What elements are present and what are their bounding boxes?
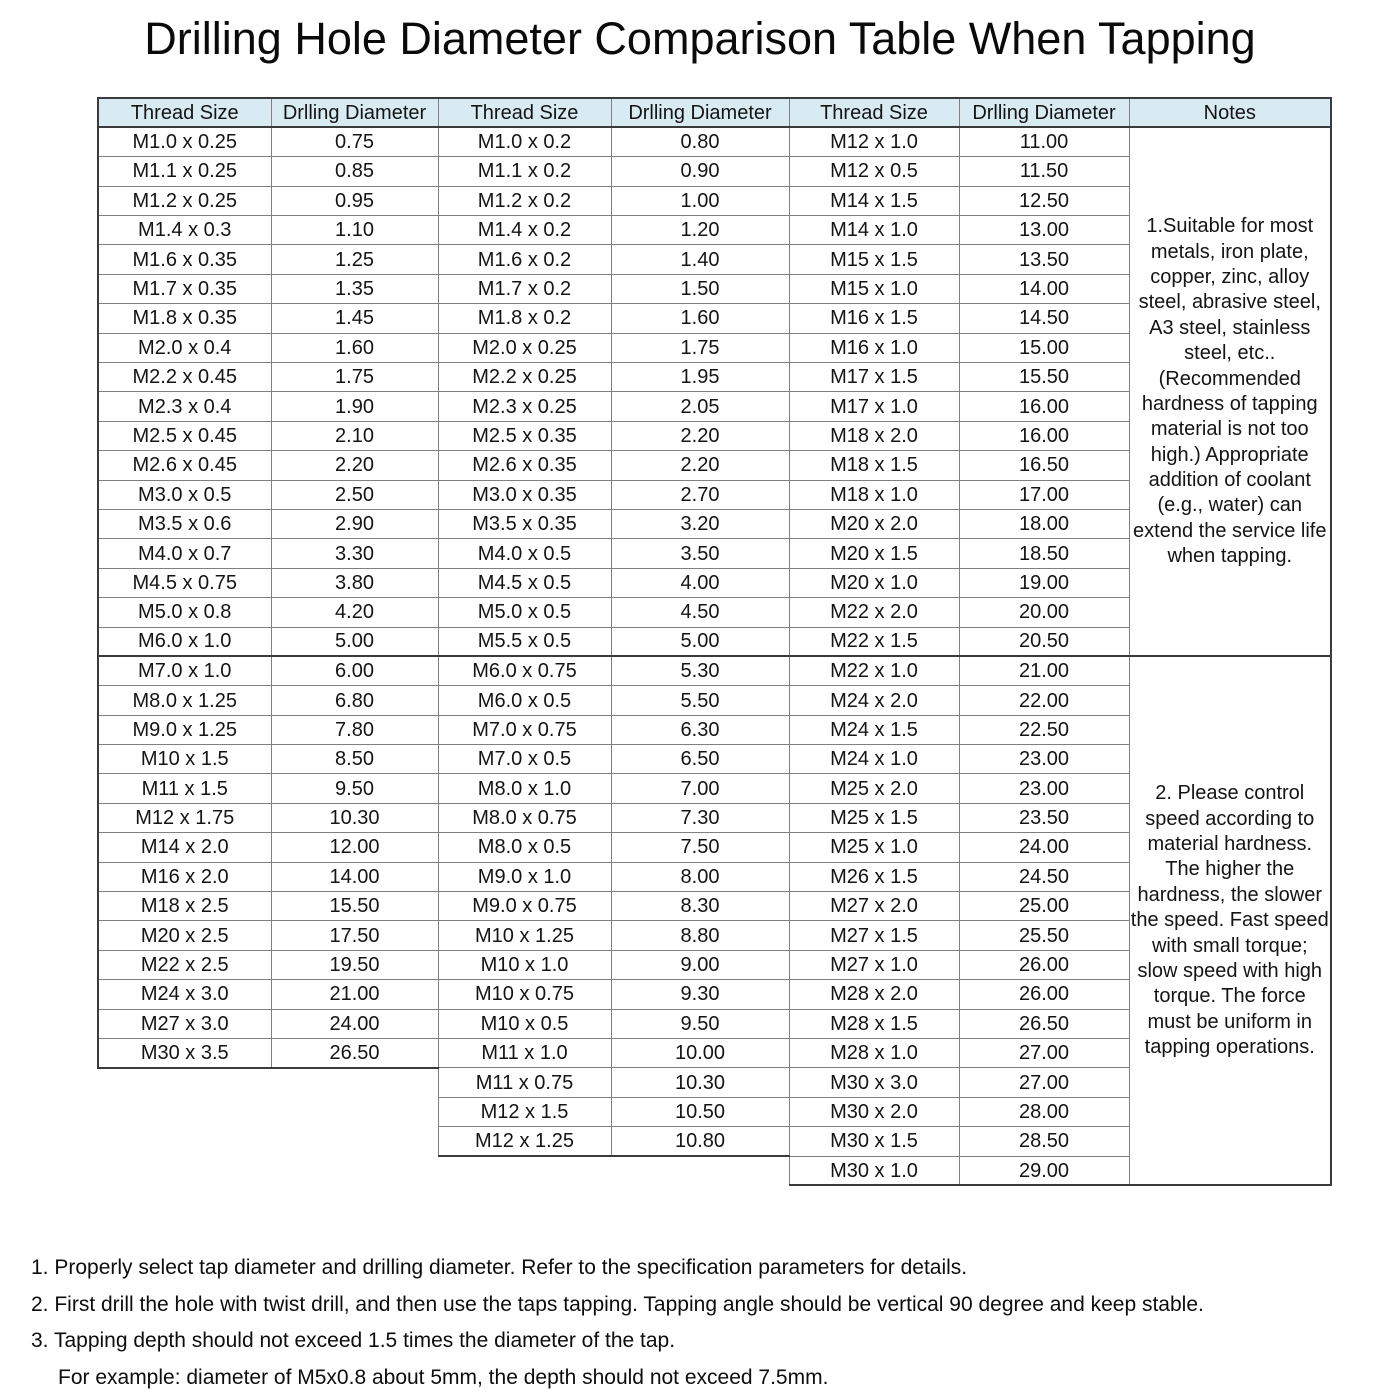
- table-row: [98, 127, 1331, 156]
- thread-size-cell: M1.0 x 0.2: [438, 127, 611, 156]
- drilling-diameter-cell: 1.60: [271, 333, 438, 362]
- drilling-diameter-cell: 1.40: [611, 245, 789, 274]
- drilling-diameter-cell: 6.00: [271, 656, 438, 685]
- thread-size-cell: M3.0 x 0.35: [438, 480, 611, 509]
- drilling-diameter-cell: 6.80: [271, 686, 438, 715]
- thread-size-cell: M8.0 x 1.25: [98, 686, 271, 715]
- column-header-notes: Notes: [1129, 98, 1331, 127]
- thread-size-cell: M17 x 1.5: [789, 363, 959, 392]
- empty-cell: [98, 1156, 438, 1185]
- thread-size-cell: M12 x 1.75: [98, 803, 271, 832]
- thread-size-cell: M8.0 x 1.0: [438, 774, 611, 803]
- drilling-diameter-cell: 24.00: [271, 1009, 438, 1038]
- thread-size-cell: M17 x 1.0: [789, 392, 959, 421]
- column-header-thread-size-1: Thread Size: [98, 98, 271, 127]
- thread-size-cell: M1.4 x 0.2: [438, 216, 611, 245]
- drilling-diameter-cell: 28.50: [959, 1127, 1129, 1156]
- drilling-diameter-cell: 8.00: [611, 862, 789, 891]
- thread-size-cell: M2.2 x 0.25: [438, 363, 611, 392]
- drilling-diameter-cell: 2.10: [271, 421, 438, 450]
- thread-size-cell: M10 x 1.5: [98, 745, 271, 774]
- drilling-diameter-cell: 5.00: [611, 627, 789, 656]
- drilling-diameter-cell: 6.30: [611, 715, 789, 744]
- notes-cell: 2. Please control speed according to material hardness. The higher the hardness, the slower the speed. Fast speed with small torque; slow speed with high torque. The force must be uniform in tapping operations.: [1129, 656, 1331, 1185]
- drilling-diameter-cell: 1.75: [611, 333, 789, 362]
- drilling-diameter-cell: 4.50: [611, 598, 789, 627]
- thread-size-cell: M1.7 x 0.2: [438, 274, 611, 303]
- thread-size-cell: M8.0 x 0.5: [438, 833, 611, 862]
- empty-cell: [98, 1127, 438, 1156]
- drilling-diameter-cell: 7.80: [271, 715, 438, 744]
- thread-size-cell: M20 x 2.5: [98, 921, 271, 950]
- drilling-diameter-cell: 3.50: [611, 539, 789, 568]
- drilling-diameter-cell: 27.00: [959, 1039, 1129, 1068]
- drilling-diameter-cell: 26.00: [959, 950, 1129, 979]
- thread-size-cell: M4.0 x 0.7: [98, 539, 271, 568]
- notes-cell: 1.Suitable for most metals, iron plate, copper, zinc, alloy steel, abrasive steel, A3 steel, stainless steel, etc..(Recommended hardness of tapping material is not too high.) Appropriate addition of coolant (e.g., water) can extend the service life when tapping.: [1129, 127, 1331, 656]
- page-title: Drilling Hole Diameter Comparison Table When Tapping: [144, 13, 1256, 64]
- empty-cell: [438, 1156, 789, 1185]
- drilling-diameter-cell: 4.00: [611, 568, 789, 597]
- thread-size-cell: M1.6 x 0.35: [98, 245, 271, 274]
- drilling-diameter-cell: 1.75: [271, 363, 438, 392]
- thread-size-cell: M4.0 x 0.5: [438, 539, 611, 568]
- footnotes: [31, 1250, 1371, 1396]
- drilling-diameter-cell: 7.30: [611, 803, 789, 832]
- drilling-diameter-cell: 8.80: [611, 921, 789, 950]
- drilling-diameter-cell: 2.70: [611, 480, 789, 509]
- drilling-diameter-cell: 1.90: [271, 392, 438, 421]
- thread-size-cell: M9.0 x 1.0: [438, 862, 611, 891]
- drilling-diameter-cell: 5.00: [271, 627, 438, 656]
- drilling-diameter-cell: 10.00: [611, 1039, 789, 1068]
- footnote-3-example: For example: diameter of M5x0.8 about 5mm, the depth should not exceed 7.5mm.: [58, 1365, 829, 1389]
- table-body: [98, 127, 1331, 1185]
- thread-size-cell: M7.0 x 0.5: [438, 745, 611, 774]
- thread-size-cell: M1.2 x 0.25: [98, 186, 271, 215]
- drilling-diameter-cell: 3.80: [271, 568, 438, 597]
- thread-size-cell: M11 x 0.75: [438, 1068, 611, 1097]
- thread-size-cell: M1.4 x 0.3: [98, 216, 271, 245]
- thread-size-cell: M1.6 x 0.2: [438, 245, 611, 274]
- drilling-diameter-cell: 2.20: [611, 421, 789, 450]
- drilling-diameter-cell: 18.50: [959, 539, 1129, 568]
- thread-size-cell: M30 x 3.5: [98, 1039, 271, 1068]
- thread-size-cell: M26 x 1.5: [789, 862, 959, 891]
- thread-size-cell: M28 x 1.5: [789, 1009, 959, 1038]
- drilling-diameter-cell: 20.50: [959, 627, 1129, 656]
- thread-size-cell: M1.8 x 0.2: [438, 304, 611, 333]
- drilling-diameter-cell: 17.50: [271, 921, 438, 950]
- drilling-diameter-cell: 14.00: [271, 862, 438, 891]
- thread-size-cell: M27 x 2.0: [789, 892, 959, 921]
- drilling-diameter-cell: 16.00: [959, 421, 1129, 450]
- drilling-diameter-cell: 9.00: [611, 950, 789, 979]
- thread-size-cell: M2.5 x 0.35: [438, 421, 611, 450]
- thread-size-cell: M22 x 1.5: [789, 627, 959, 656]
- thread-size-cell: M2.5 x 0.45: [98, 421, 271, 450]
- thread-size-cell: M25 x 1.5: [789, 803, 959, 832]
- footnote-2: 2. First drill the hole with twist drill, and then use the taps tapping. Tapping angle should be vertical 90 degree and keep stable.: [31, 1292, 1204, 1316]
- drilling-diameter-cell: 0.90: [611, 157, 789, 186]
- drilling-diameter-cell: 18.00: [959, 509, 1129, 538]
- thread-size-cell: M10 x 1.25: [438, 921, 611, 950]
- thread-size-cell: M15 x 1.5: [789, 245, 959, 274]
- drilling-diameter-cell: 25.00: [959, 892, 1129, 921]
- thread-size-cell: M12 x 1.0: [789, 127, 959, 156]
- drilling-diameter-cell: 23.50: [959, 803, 1129, 832]
- thread-size-cell: M24 x 3.0: [98, 980, 271, 1009]
- column-header-thread-size-3: Thread Size: [789, 98, 959, 127]
- drilling-diameter-cell: 2.50: [271, 480, 438, 509]
- thread-size-cell: M30 x 1.5: [789, 1127, 959, 1156]
- drilling-diameter-cell: 23.00: [959, 745, 1129, 774]
- drilling-diameter-cell: 2.20: [271, 451, 438, 480]
- drilling-diameter-cell: 5.50: [611, 686, 789, 715]
- drilling-diameter-cell: 11.00: [959, 127, 1129, 156]
- column-header-drilling-diameter-2: Drlling Diameter: [611, 98, 789, 127]
- thread-size-cell: M3.5 x 0.6: [98, 509, 271, 538]
- thread-size-cell: M22 x 1.0: [789, 656, 959, 685]
- thread-size-cell: M10 x 0.75: [438, 980, 611, 1009]
- thread-size-cell: M18 x 1.5: [789, 451, 959, 480]
- drilling-diameter-cell: 21.00: [959, 656, 1129, 685]
- drilling-diameter-cell: 13.50: [959, 245, 1129, 274]
- drilling-diameter-cell: 1.60: [611, 304, 789, 333]
- thread-size-cell: M12 x 0.5: [789, 157, 959, 186]
- drilling-diameter-cell: 12.50: [959, 186, 1129, 215]
- thread-size-cell: M25 x 1.0: [789, 833, 959, 862]
- drilling-diameter-cell: 8.50: [271, 745, 438, 774]
- empty-cell: [98, 1068, 438, 1097]
- drilling-diameter-cell: 24.50: [959, 862, 1129, 891]
- thread-size-cell: M2.6 x 0.35: [438, 451, 611, 480]
- drilling-diameter-cell: 2.05: [611, 392, 789, 421]
- thread-size-cell: M10 x 0.5: [438, 1009, 611, 1038]
- drilling-diameter-cell: 23.00: [959, 774, 1129, 803]
- drilling-diameter-cell: 4.20: [271, 598, 438, 627]
- drilling-diameter-cell: 24.00: [959, 833, 1129, 862]
- table-header: [98, 98, 1331, 127]
- thread-size-cell: M7.0 x 1.0: [98, 656, 271, 685]
- drilling-diameter-cell: 6.50: [611, 745, 789, 774]
- drilling-diameter-cell: 0.75: [271, 127, 438, 156]
- thread-size-cell: M6.0 x 0.5: [438, 686, 611, 715]
- thread-size-cell: M16 x 1.0: [789, 333, 959, 362]
- drilling-diameter-cell: 29.00: [959, 1156, 1129, 1185]
- thread-size-cell: M16 x 2.0: [98, 862, 271, 891]
- drilling-diameter-cell: 1.10: [271, 216, 438, 245]
- header-row: [98, 98, 1331, 127]
- drilling-diameter-cell: 0.95: [271, 186, 438, 215]
- thread-size-cell: M11 x 1.5: [98, 774, 271, 803]
- drilling-diameter-cell: 1.20: [611, 216, 789, 245]
- thread-size-cell: M25 x 2.0: [789, 774, 959, 803]
- thread-size-cell: M3.0 x 0.5: [98, 480, 271, 509]
- thread-size-cell: M3.5 x 0.35: [438, 509, 611, 538]
- thread-size-cell: M18 x 2.5: [98, 892, 271, 921]
- thread-size-cell: M1.1 x 0.2: [438, 157, 611, 186]
- drilling-diameter-cell: 1.35: [271, 274, 438, 303]
- drilling-diameter-cell: 16.00: [959, 392, 1129, 421]
- thread-size-cell: M7.0 x 0.75: [438, 715, 611, 744]
- thread-size-cell: M2.0 x 0.4: [98, 333, 271, 362]
- drilling-diameter-cell: 25.50: [959, 921, 1129, 950]
- drilling-diameter-cell: 3.30: [271, 539, 438, 568]
- drilling-diameter-cell: 22.00: [959, 686, 1129, 715]
- thread-size-cell: M27 x 1.0: [789, 950, 959, 979]
- thread-size-cell: M24 x 1.0: [789, 745, 959, 774]
- column-header-thread-size-2: Thread Size: [438, 98, 611, 127]
- drilling-diameter-cell: 10.50: [611, 1097, 789, 1126]
- thread-size-cell: M27 x 1.5: [789, 921, 959, 950]
- thread-size-cell: M4.5 x 0.75: [98, 568, 271, 597]
- drilling-diameter-cell: 26.00: [959, 980, 1129, 1009]
- drilling-diameter-cell: 2.20: [611, 451, 789, 480]
- thread-size-cell: M2.3 x 0.25: [438, 392, 611, 421]
- drilling-diameter-cell: 9.30: [611, 980, 789, 1009]
- footnote-1: 1. Properly select tap diameter and drilling diameter. Refer to the specification parameters for details.: [31, 1256, 968, 1279]
- footnote-3: 3. Tapping depth should not exceed 1.5 times the diameter of the tap.: [31, 1329, 676, 1352]
- drilling-diameter-cell: 0.85: [271, 157, 438, 186]
- drilling-diameter-cell: 10.80: [611, 1127, 789, 1156]
- drilling-diameter-cell: 26.50: [959, 1009, 1129, 1038]
- thread-size-cell: M18 x 2.0: [789, 421, 959, 450]
- drilling-diameter-cell: 3.20: [611, 509, 789, 538]
- drilling-diameter-cell: 21.00: [271, 980, 438, 1009]
- drilling-diameter-cell: 13.00: [959, 216, 1129, 245]
- drilling-diameter-cell: 15.50: [959, 363, 1129, 392]
- thread-size-cell: M2.6 x 0.45: [98, 451, 271, 480]
- thread-size-cell: M30 x 3.0: [789, 1068, 959, 1097]
- drilling-diameter-cell: 1.95: [611, 363, 789, 392]
- drilling-diameter-cell: 1.50: [611, 274, 789, 303]
- drilling-diameter-cell: 0.80: [611, 127, 789, 156]
- drilling-diameter-cell: 7.00: [611, 774, 789, 803]
- thread-size-cell: M14 x 1.0: [789, 216, 959, 245]
- drilling-diameter-cell: 8.30: [611, 892, 789, 921]
- drilling-diameter-cell: 10.30: [611, 1068, 789, 1097]
- thread-size-cell: M20 x 1.0: [789, 568, 959, 597]
- drilling-diameter-cell: 1.00: [611, 186, 789, 215]
- thread-size-cell: M20 x 1.5: [789, 539, 959, 568]
- thread-size-cell: M22 x 2.5: [98, 950, 271, 979]
- drilling-diameter-cell: 14.00: [959, 274, 1129, 303]
- thread-size-cell: M4.5 x 0.5: [438, 568, 611, 597]
- drilling-diameter-cell: 15.00: [959, 333, 1129, 362]
- thread-size-cell: M1.2 x 0.2: [438, 186, 611, 215]
- drilling-diameter-cell: 11.50: [959, 157, 1129, 186]
- drilling-diameter-cell: 14.50: [959, 304, 1129, 333]
- empty-cell: [98, 1097, 438, 1126]
- thread-size-cell: M10 x 1.0: [438, 950, 611, 979]
- thread-size-cell: M24 x 1.5: [789, 715, 959, 744]
- drilling-diameter-cell: 15.50: [271, 892, 438, 921]
- drilling-diameter-cell: 9.50: [271, 774, 438, 803]
- thread-size-cell: M9.0 x 0.75: [438, 892, 611, 921]
- drilling-diameter-cell: 22.50: [959, 715, 1129, 744]
- thread-size-cell: M24 x 2.0: [789, 686, 959, 715]
- drilling-diameter-cell: 12.00: [271, 833, 438, 862]
- thread-size-cell: M8.0 x 0.75: [438, 803, 611, 832]
- thread-size-cell: M2.3 x 0.4: [98, 392, 271, 421]
- drilling-diameter-cell: 27.00: [959, 1068, 1129, 1097]
- thread-size-cell: M22 x 2.0: [789, 598, 959, 627]
- thread-size-cell: M18 x 1.0: [789, 480, 959, 509]
- thread-size-cell: M2.0 x 0.25: [438, 333, 611, 362]
- thread-size-cell: M28 x 1.0: [789, 1039, 959, 1068]
- thread-size-cell: M5.0 x 0.5: [438, 598, 611, 627]
- thread-size-cell: M12 x 1.5: [438, 1097, 611, 1126]
- thread-size-cell: M14 x 2.0: [98, 833, 271, 862]
- thread-size-cell: M1.1 x 0.25: [98, 157, 271, 186]
- thread-size-cell: M16 x 1.5: [789, 304, 959, 333]
- thread-size-cell: M11 x 1.0: [438, 1039, 611, 1068]
- thread-size-cell: M2.2 x 0.45: [98, 363, 271, 392]
- drilling-diameter-cell: 2.90: [271, 509, 438, 538]
- drilling-diameter-cell: 28.00: [959, 1097, 1129, 1126]
- drilling-diameter-cell: 1.45: [271, 304, 438, 333]
- drilling-diameter-cell: 17.00: [959, 480, 1129, 509]
- thread-size-cell: M6.0 x 1.0: [98, 627, 271, 656]
- drilling-diameter-cell: 1.25: [271, 245, 438, 274]
- thread-size-cell: M6.0 x 0.75: [438, 656, 611, 685]
- drilling-diameter-cell: 16.50: [959, 451, 1129, 480]
- thread-size-cell: M5.5 x 0.5: [438, 627, 611, 656]
- drilling-diameter-cell: 19.00: [959, 568, 1129, 597]
- thread-size-cell: M15 x 1.0: [789, 274, 959, 303]
- thread-size-cell: M28 x 2.0: [789, 980, 959, 1009]
- drilling-diameter-cell: 19.50: [271, 950, 438, 979]
- thread-size-cell: M27 x 3.0: [98, 1009, 271, 1038]
- drilling-diameter-cell: 5.30: [611, 656, 789, 685]
- thread-size-cell: M5.0 x 0.8: [98, 598, 271, 627]
- drilling-diameter-cell: 20.00: [959, 598, 1129, 627]
- thread-size-cell: M30 x 1.0: [789, 1156, 959, 1185]
- thread-size-cell: M20 x 2.0: [789, 509, 959, 538]
- thread-size-cell: M1.0 x 0.25: [98, 127, 271, 156]
- drilling-diameter-cell: 26.50: [271, 1039, 438, 1068]
- table-row: [98, 656, 1331, 685]
- thread-size-cell: M14 x 1.5: [789, 186, 959, 215]
- thread-size-cell: M12 x 1.25: [438, 1127, 611, 1156]
- drilling-diameter-cell: 9.50: [611, 1009, 789, 1038]
- thread-size-cell: M1.8 x 0.35: [98, 304, 271, 333]
- drilling-diameter-cell: 7.50: [611, 833, 789, 862]
- comparison-table: [97, 97, 1332, 1186]
- drilling-diameter-cell: 10.30: [271, 803, 438, 832]
- column-header-drilling-diameter-1: Drlling Diameter: [271, 98, 438, 127]
- thread-size-cell: M30 x 2.0: [789, 1097, 959, 1126]
- thread-size-cell: M1.7 x 0.35: [98, 274, 271, 303]
- column-header-drilling-diameter-3: Drlling Diameter: [959, 98, 1129, 127]
- thread-size-cell: M9.0 x 1.25: [98, 715, 271, 744]
